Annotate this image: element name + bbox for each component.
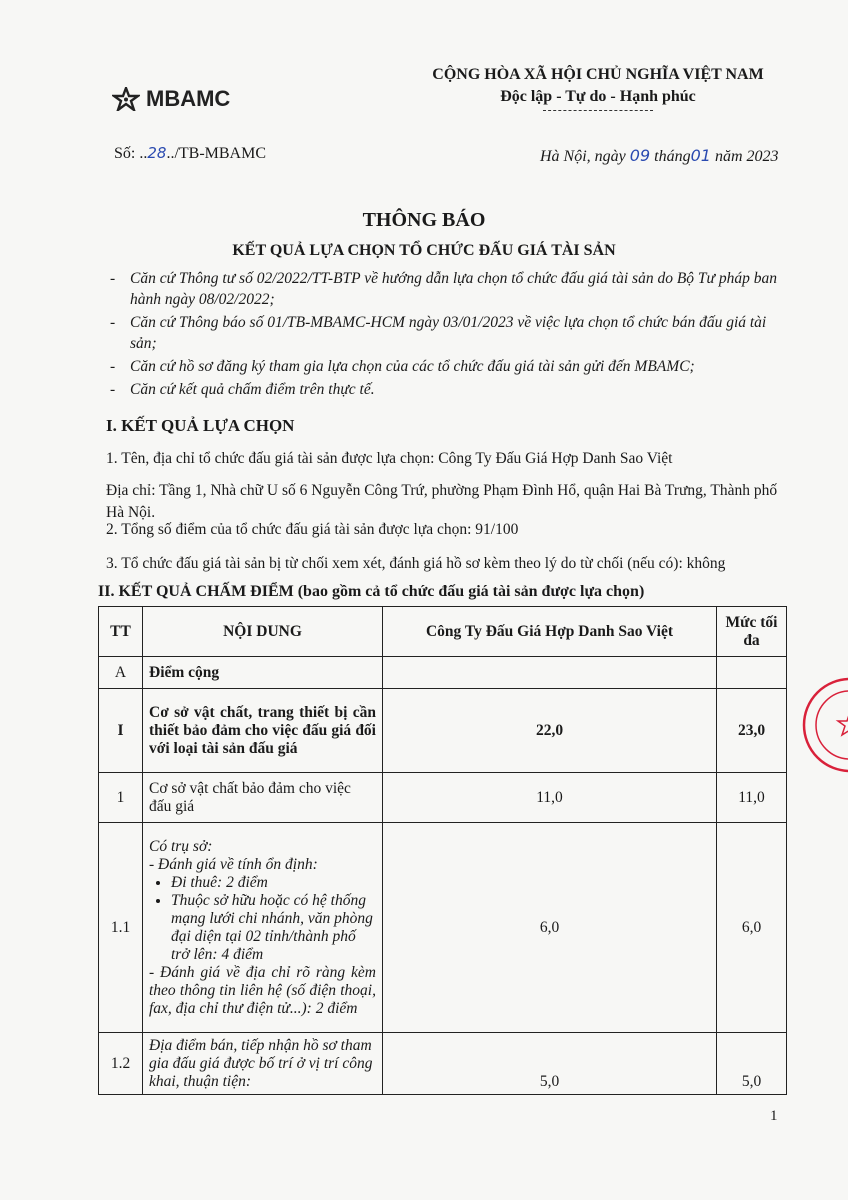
table-row: 1.2 Địa điểm bán, tiếp nhận hồ sơ tham gia đấu giá được bố trí ở vị trí công khai, thuận tiện: 5,0 5,0 — [99, 1033, 787, 1095]
page-number: 1 — [770, 1108, 778, 1124]
handwritten-day: 09 — [629, 146, 651, 165]
score-table — [98, 606, 787, 1095]
document-title: THÔNG BÁO — [362, 209, 486, 231]
nation-name: CỘNG HÒA XÃ HỘI CHỦ NGHĨA VIỆT NAM — [432, 66, 764, 83]
document-subtitle: KẾT QUẢ LỰA CHỌN TỔ CHỨC ĐẤU GIÁ TÀI SẢN — [232, 242, 616, 259]
selected-org-line: 1. Tên, địa chỉ tổ chức đấu giá tài sản được lựa chọn: Công Ty Đấu Giá Hợp Danh Sao Việt — [106, 450, 673, 467]
table-row: I Cơ sở vật chất, trang thiết bị cần thiết bảo đảm cho việc đấu giá đối với loại tài sản đấu giá 22,0 23,0 — [99, 689, 787, 773]
handwritten-number: 28 — [147, 144, 167, 162]
table-header-row — [99, 607, 787, 657]
national-header — [398, 64, 798, 111]
table-row: 1.1 Có trụ sở: - Đánh giá về tính ổn định: • Đi thuê: 2 điểm • Thuộc sở hữu hoặc có hệ thống mạng lưới chi nhánh, văn phòng đại diện tại 02 tỉnh/thành phố trở lên: 4 điểm - Đánh giá về địa chỉ rõ ràng kèm theo thông tin liên hệ (số điện thoại, fax, địa chỉ thư điện tử...): 2 điểm 6,0 6,0 — [99, 823, 787, 1033]
mbamc-star-icon — [112, 87, 140, 111]
document-date: Hà Nội, ngày 09 tháng01 năm 2023 — [540, 146, 779, 165]
legal-basis-item: - Căn cứ Thông tư số 02/2022/TT-BTP về hướng dẫn lựa chọn tổ chức đấu giá tài sản do Bộ Tư pháp ban hành ngày 08/02/2022; — [112, 268, 792, 310]
rejected-orgs-line: 3. Tổ chức đấu giá tài sản bị từ chối xem xét, đánh giá hồ sơ kèm theo lý do từ chối (nếu có): không — [106, 555, 726, 572]
legal-basis-item: - Căn cứ Thông báo số 01/TB-MBAMC-HCM ngày 03/01/2023 về việc lựa chọn tổ chức bán đấu giá tài sản; — [112, 312, 792, 354]
handwritten-month: 01 — [690, 146, 711, 165]
mbamc-logo — [112, 86, 230, 112]
total-score-line: 2. Tổng số điểm của tổ chức đấu giá tài sản được lựa chọn: 91/100 — [106, 521, 519, 538]
stamp-seal-icon — [800, 670, 848, 780]
logo-text: MBAMC — [146, 86, 231, 111]
section-1-heading: I. KẾT QUẢ LỰA CHỌN — [106, 416, 295, 435]
header-org: Công Ty Đấu Giá Hợp Danh Sao Việt — [383, 607, 717, 657]
motto-underline — [543, 110, 653, 111]
company-stamp — [800, 670, 848, 780]
header-max: Mức tối đa — [717, 607, 787, 657]
section-2-heading: II. KẾT QUẢ CHẤM ĐIỂM (bao gồm cả tổ chức đấu giá tài sản được lựa chọn) — [98, 583, 645, 600]
selected-org-address: Địa chỉ: Tầng 1, Nhà chữ U số 6 Nguyễn Công Trứ, phường Phạm Đình Hổ, quận Hai Bà Trưng, Thành phố Hà Nội. — [106, 482, 778, 521]
legal-basis-item: - Căn cứ hồ sơ đăng ký tham gia lựa chọn của các tổ chức đấu giá tài sản gửi đến MBAMC; — [112, 356, 792, 377]
document-number: Số: ..28../TB-MBAMC — [114, 144, 267, 162]
legal-bases-list — [112, 268, 792, 402]
nation-motto: Độc lập - Tự do - Hạnh phúc — [500, 88, 696, 105]
table-row: A Điểm cộng — [99, 657, 787, 689]
table-row: 1 Cơ sở vật chất bảo đảm cho việc đấu giá 11,0 11,0 — [99, 773, 787, 823]
header-content: NỘI DUNG — [143, 607, 383, 657]
legal-basis-item: - Căn cứ kết quả chấm điểm trên thực tế. — [112, 379, 792, 400]
criteria-cell: Có trụ sở: - Đánh giá về tính ổn định: • Đi thuê: 2 điểm • Thuộc sở hữu hoặc có hệ thống mạng lưới chi nhánh, văn phòng đại diện tại 02 tỉnh/thành phố trở lên: 4 điểm - Đánh giá về địa chỉ rõ ràng kèm theo thông tin liên hệ (số điện thoại, fax, địa chỉ thư điện tử...): 2 điểm — [143, 823, 383, 1033]
header-tt: TT — [99, 607, 143, 657]
